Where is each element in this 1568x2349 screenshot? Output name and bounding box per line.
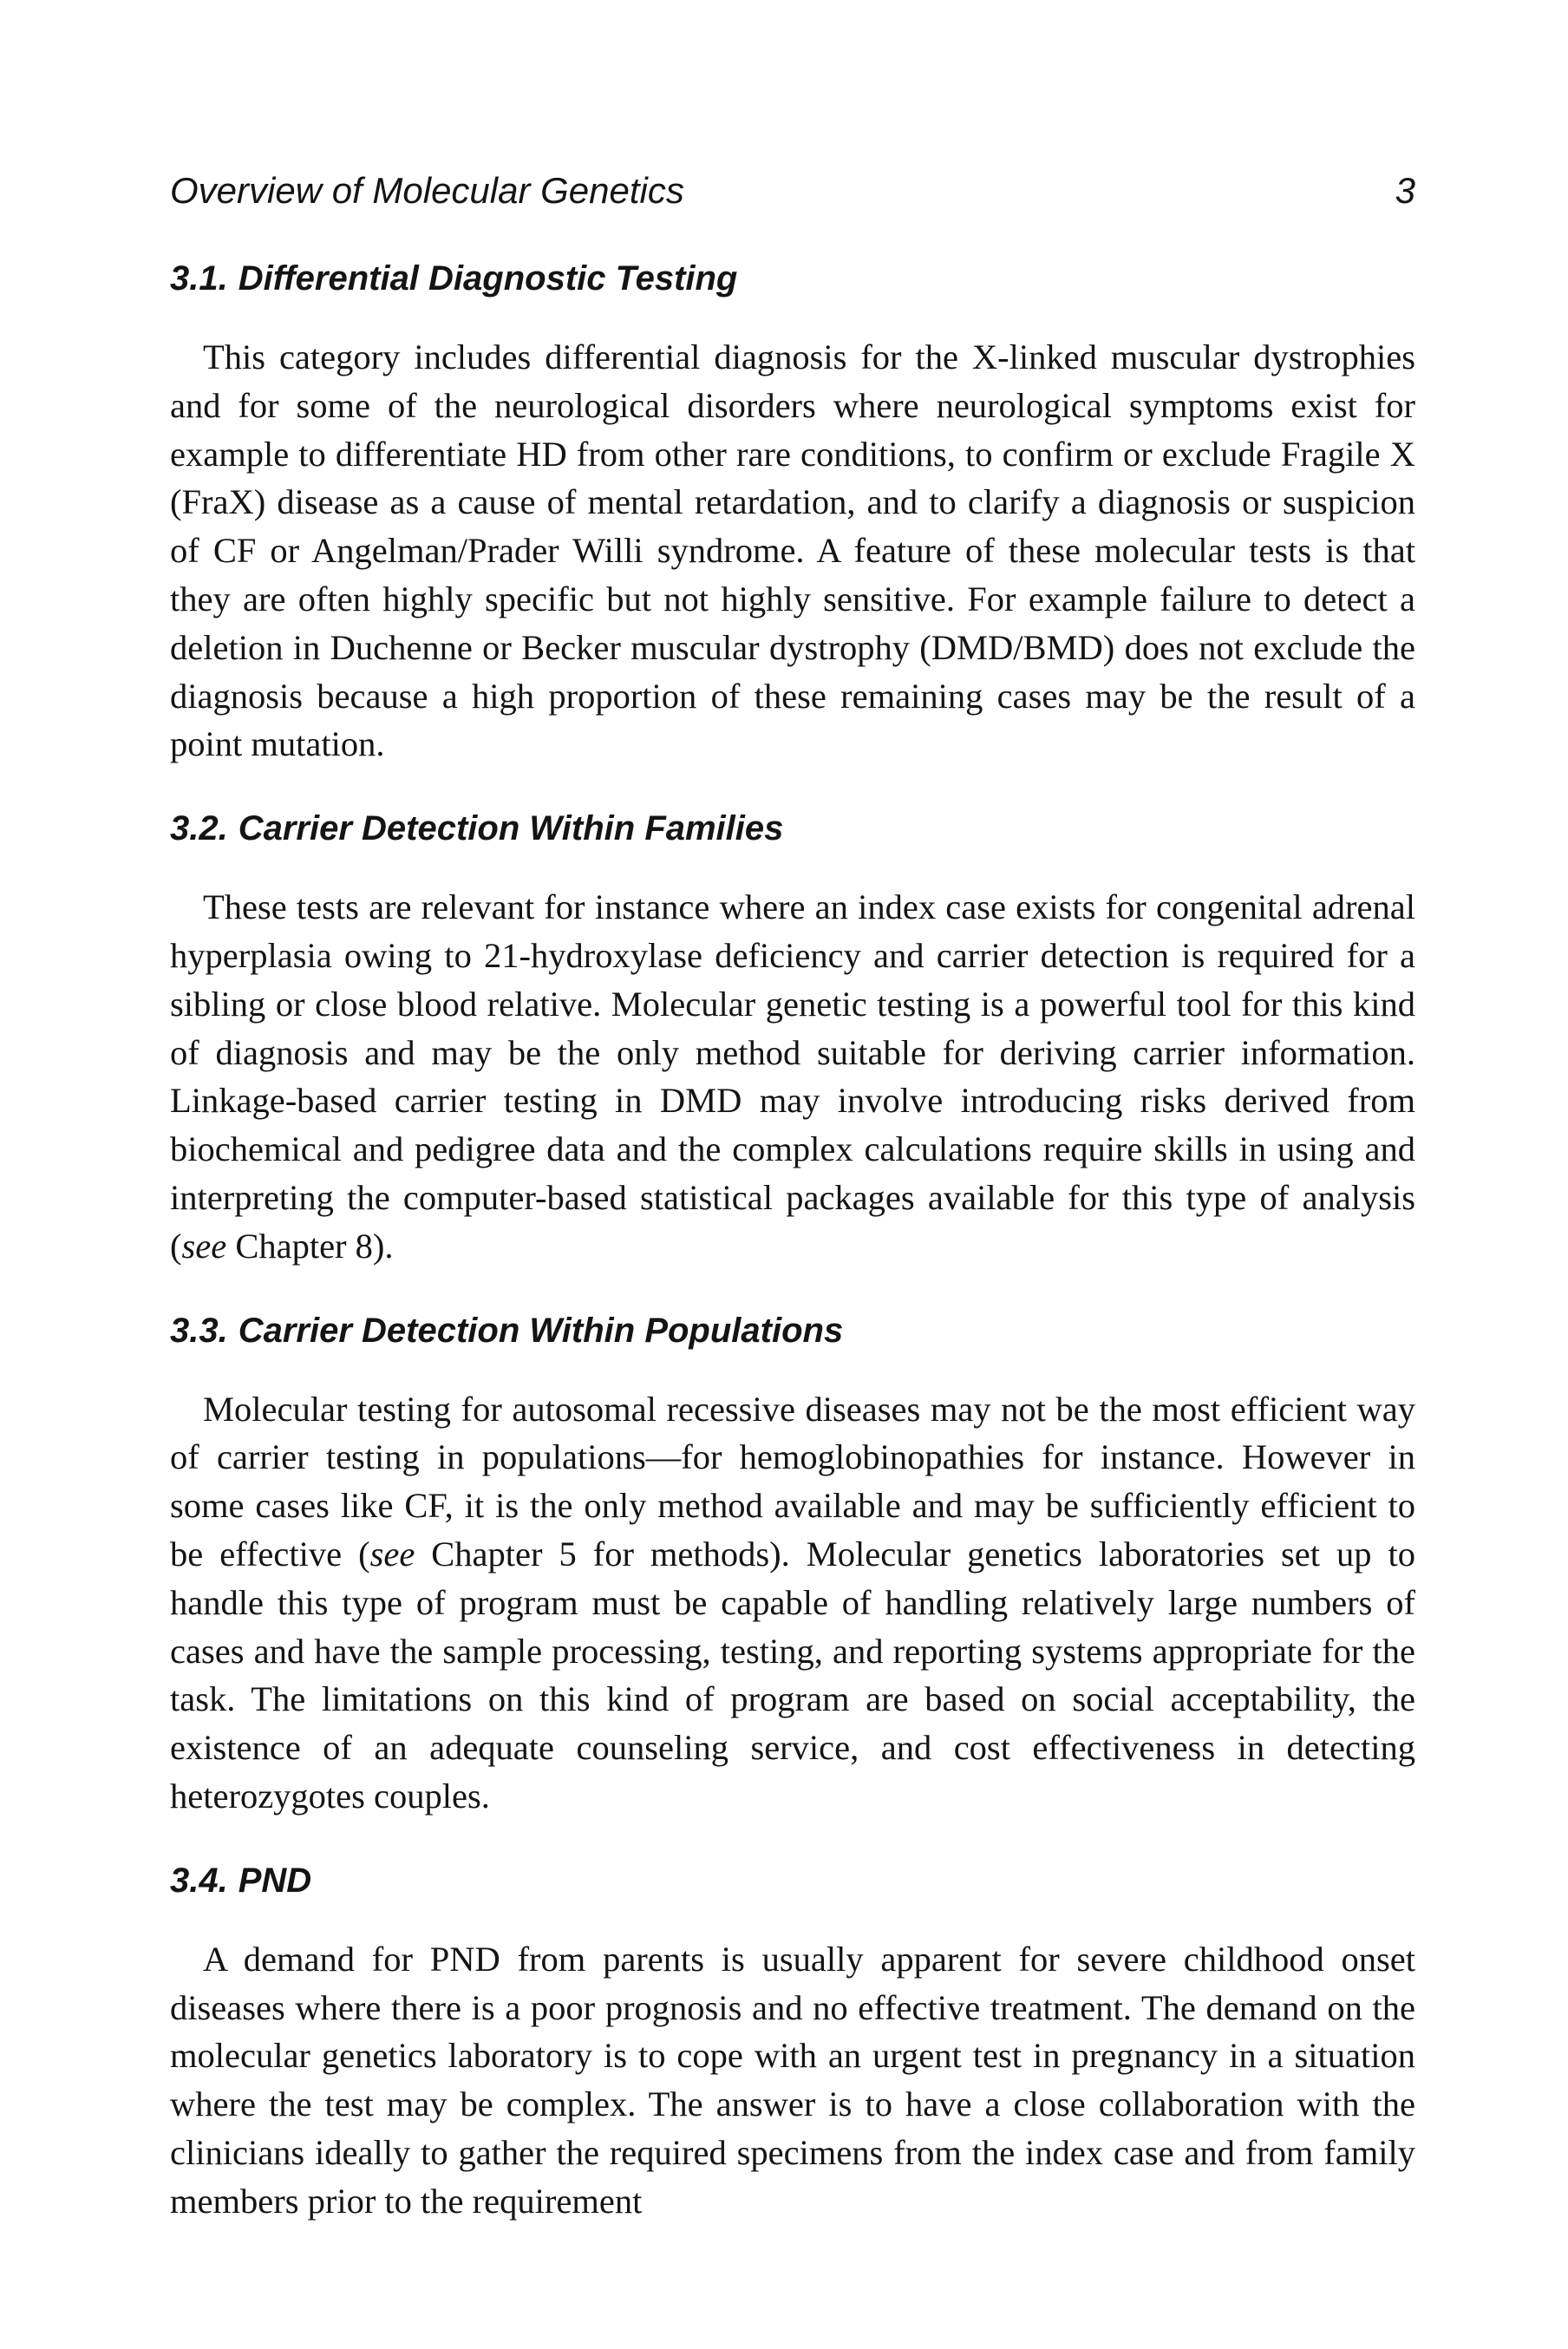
section-heading [170,807,1415,850]
running-head [170,170,1415,212]
running-head-title: Overview of Molecular Genetics [170,170,684,211]
paragraph-text: Molecular testing for autosomal recessive diseases may not be the most efficient way of carrier testing in populations—for hemoglobinopathies for instance. However in some cases like CF, it is the only method available and may be sufficiently efficient to be effective ( [170,1389,1415,1574]
section-paragraph: A demand for PND from parents is usually apparent for severe childhood onset diseases where there is a poor prognosis and no effective treatment. The demand on the molecular genetics laboratory is to cope with an urgent test in pregnancy in a situation where the test may be complex. The answer is to have a close collaboration with the clinicians ideally to gather the required specimens from the index case and from family members prior to the requirement [170,1939,1415,2221]
section-title: Differential Diagnostic Testing [238,259,738,298]
section-3-3 [170,1309,1415,1821]
section-heading [170,1309,1415,1352]
section-title: Carrier Detection Within Families [238,809,784,848]
section-heading [170,1859,1415,1902]
paragraph-text: These tests are relevant for instance where an index case exists for congenital adrenal hyperplasia owing to 21-hydroxylase deficiency and carrier detection is required for a sibling or close blood relative. Molecular genetic testing is a powerful tool for this kind of diagnosis and may be the only method suitable for deriving carrier information. Linkage-based carrier testing in DMD may involve introducing risks derived from biochemical and pedigree data and the complex calculations require skills in using and interpreting the computer-based statistical packages available for this type of analysis ( [170,887,1415,1266]
section-number: 3.1. [170,259,228,298]
see-reference: see [181,1226,227,1266]
section-paragraph: This category includes differential diagnosis for the X-linked muscular dystrophies and for some of the neurological disorders where neurological symptoms exist for example to differentiate HD from other rare conditions, to confirm or exclude Fragile X (FraX) disease as a cause of mental retardation, and to clarify a diagnosis or suspicion of CF or Angelman/Prader Willi syndrome. A feature of these molecular tests is that they are often highly specific but not highly sensitive. For example failure to detect a deletion in Duchenne or Becker muscular dystrophy (DMD/BMD) does not exclude the diagnosis because a high proportion of these remaining cases may be the result of a point mutation. [170,337,1415,764]
section-3-1 [170,257,1415,769]
section-3-4 [170,1859,1415,2226]
section-paragraph [170,1385,1415,1821]
section-title: PND [238,1861,312,1900]
section-paragraph [170,883,1415,1270]
see-reference: see [369,1534,415,1574]
paragraph-text: Chapter 5 for methods). Molecular genetics laboratories set up to handle this type of program must be capable of handling relatively large numbers of cases and have the sample processing, testing, and reporting systems appropriate for the task. The limitations on this kind of program are based on social acceptability, the existence of an adequate counseling service, and cost effectiveness in detecting heterozygotes couples. [170,1534,1415,1816]
section-number: 3.3. [170,1311,228,1350]
page-number: 3 [1395,170,1415,211]
page-body [170,257,1415,2226]
section-number: 3.2. [170,809,228,848]
section-3-2 [170,807,1415,1270]
paragraph-text: Chapter 8). [226,1226,394,1266]
section-title: Carrier Detection Within Populations [238,1311,844,1350]
section-heading [170,257,1415,300]
section-number: 3.4. [170,1861,228,1900]
